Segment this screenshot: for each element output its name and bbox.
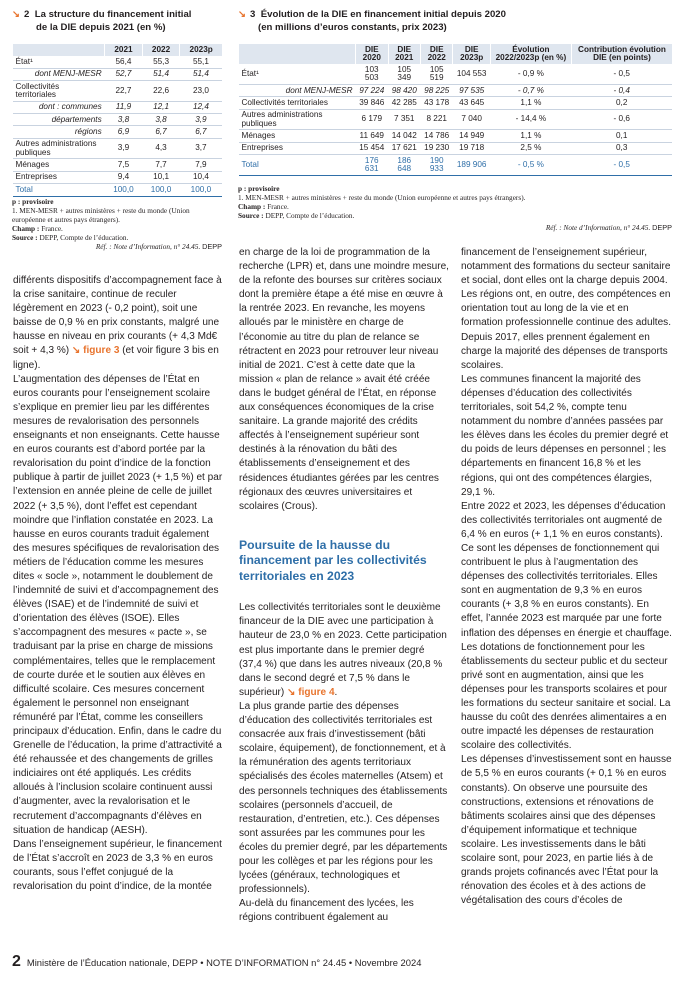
paragraph: financement de l’enseignement supérieur, notamment des formations du secteur sanitaire et social, dont elles ont la charge depuis 2004. Les régions ont, en outre, des compétences en orientation tout au long de la vie et en formation professionnelle continue des adultes. Depuis 2017, elles prennent également en charge la majorité des dépenses de transports scolaires. bbox=[461, 247, 671, 371]
row-label: régions bbox=[13, 126, 105, 138]
figure-2-table-wrap bbox=[12, 44, 222, 197]
column-header: DIE 2020 bbox=[356, 44, 388, 64]
figure-2-title-line2: de la DIE depuis 2021 (en %) bbox=[36, 21, 166, 33]
table-cell: 9,4 bbox=[105, 171, 143, 183]
figure-3-title-line1: Évolution de la DIE en financement initial depuis 2020 bbox=[260, 9, 506, 20]
table-cell: 55,3 bbox=[142, 56, 180, 68]
table-row bbox=[13, 56, 223, 68]
column-header: Contribution évolution DIE (en points) bbox=[571, 44, 672, 64]
figure-3-champ: Champ : France. bbox=[238, 202, 289, 211]
paragraph: en charge de la loi de programmation de la recherche (LPR) et, dans une moindre mesure, de la refonte des bourses sur critères sociaux dont la première étape a été mise en œuvre à la rentrée 2023. En revanche, les moyens alloués par le ministère en charge de l’économie au titre du plan de relance se rétractent en 2023 pour retrouver leur niveau initial de 2021. C’est à cette date que la mission « plan de relance » avait été créée dans le budget général de l’État, en réponse aux conséquences économiques de la crise sanitaire. La grande majorité des crédits affectés à l’enseignement supérieur sont destinés à la rénovation du bâti des établissements d’enseignement et des résidences étudiantes gérées par les centres régionaux des œuvres universitaires et scolaires (Crous). bbox=[239, 247, 449, 512]
figure-3-title-line2: (en millions d’euros constants, prix 2023) bbox=[258, 21, 447, 33]
table-cell: 100,0 bbox=[180, 184, 222, 196]
table-cell: 98 225 bbox=[420, 85, 452, 97]
table-cell: 186 648 bbox=[388, 155, 420, 176]
figure-2-title bbox=[12, 9, 222, 34]
row-label: Entreprises bbox=[13, 171, 105, 183]
table-cell: 97 535 bbox=[453, 85, 490, 97]
page-footer bbox=[12, 953, 672, 971]
figure-2-title-line1: La structure du financement initial bbox=[34, 9, 192, 20]
column-header bbox=[239, 44, 356, 64]
row-label: Autres administrations publiques bbox=[239, 109, 356, 130]
table-cell: 43 178 bbox=[420, 97, 452, 109]
table-cell: 7 351 bbox=[388, 109, 420, 130]
table-cell: 3,8 bbox=[142, 113, 180, 125]
figure-arrow-icon: ↘ bbox=[12, 9, 21, 20]
table-cell: 189 906 bbox=[453, 155, 490, 176]
table-row bbox=[13, 126, 223, 138]
text-column-1 bbox=[13, 274, 223, 894]
table-cell: 51,4 bbox=[180, 68, 222, 80]
row-label: Entreprises bbox=[239, 142, 356, 154]
figure-3-table bbox=[238, 44, 672, 176]
table-cell: 52,7 bbox=[105, 68, 143, 80]
table-cell: 12,1 bbox=[142, 101, 180, 113]
paragraph: Les collectivités territoriales sont le deuxième financeur de la DIE avec une participation à hauteur de 23,0 % en 2023. Cette participation est plus importante dans le premier degré (37,4 %) que dans les autres niveaux (20,8 % dans le second degré et 7,5 % dans le supérieur) ↘ figure 4. bbox=[239, 602, 447, 698]
table-cell: 7,5 bbox=[105, 159, 143, 171]
table-cell: 14 786 bbox=[420, 130, 452, 142]
table-cell: 6,7 bbox=[180, 126, 222, 138]
figure-3-title bbox=[238, 9, 672, 34]
table-row bbox=[13, 138, 223, 159]
figure-3-link[interactable]: ↘ figure 3 bbox=[71, 345, 120, 357]
row-label: dont MENJ-MESR bbox=[239, 85, 356, 97]
table-cell: 103 503 bbox=[356, 64, 388, 84]
row-label: Ménages bbox=[13, 159, 105, 171]
table-cell: 12,4 bbox=[180, 101, 222, 113]
table-cell: 19 230 bbox=[420, 142, 452, 154]
table-cell: 6,9 bbox=[105, 126, 143, 138]
row-label: Collectivités territoriales bbox=[13, 80, 105, 101]
figure-3-ref: Réf. : Note d’Information, n° 24.45. DEPP bbox=[545, 223, 672, 232]
table-row bbox=[13, 159, 223, 171]
paragraph: L’augmentation des dépenses de l’État en euros courants pour l’enseignement scolaire s’explique en premier lieu par les différentes mesures de revalorisation des personnels enseignants et non enseignants. Cette hausse en euros courants est d’abord portée par la revalorisation du point d’indice de la fonction publique à partir de juillet 2023 (+ 1,5 %) et par l’extension en année pleine de celle de juillet 2022 (+ 3,5 %), dont l’effet est cependant moindre que l’inflation constatée en 2023. La hausse en euros courants traduit également des mesures spécifiques de revalorisation des métiers de l’éducation comme les mesures dites « socle », notamment le doublement de l’indemnité de suivi et d’accompagnement des élèves (ISAE) et de l’indemnité de suivi et d’orientation des élèves (ISOE). Elles s’accompagnent des mesures « pacte », se traduisant par la prise en charge de missions complémentaires, telles que le remplacement de courte durée et le soutien aux élèves en difficulté scolaire. Ces mesures concernent également le personnel non enseignant rémunéré par l’État, comme les conseillers principaux d’éducation. Enfin, dans le cadre du Grenelle de l’éducation, la prime d’attractivité a été rehaussée et des changements de grilles indiciaires ont été appliqués. Les crédits alloués à l’inclusion scolaire continuent aussi d’augmenter, avec la revalorisation et le recrutement d’accompagnants d’élèves en situation de handicap (AESH). bbox=[13, 373, 223, 836]
table-cell: - 0,6 bbox=[571, 109, 672, 130]
text-column-3 bbox=[461, 246, 672, 908]
table-cell: 0,1 bbox=[571, 130, 672, 142]
table-cell: - 0,9 % bbox=[490, 64, 571, 84]
table-row bbox=[239, 109, 673, 130]
figure-3-source: Source : DEPP, Compte de l’éducation. bbox=[238, 211, 355, 220]
table-cell: 19 718 bbox=[453, 142, 490, 154]
table-cell: - 0,5 bbox=[571, 64, 672, 84]
table-cell: 2,5 % bbox=[490, 142, 571, 154]
table-cell: 4,3 bbox=[142, 138, 180, 159]
table-cell: 11 649 bbox=[356, 130, 388, 142]
figure-2-source: Source : DEPP, Compte de l’éducation. bbox=[12, 233, 129, 242]
table-cell: 11,9 bbox=[105, 101, 143, 113]
table-cell: - 0,7 % bbox=[490, 85, 571, 97]
table-row bbox=[13, 80, 223, 101]
table-cell: 15 454 bbox=[356, 142, 388, 154]
paragraph: La plus grande partie des dépenses d’éducation des collectivités territoriales est consacrée aux frais d’investissement (bâti scolaire, équipement), de fonctionnement, et à la rémunération des agents territoriaux spécialisés des écoles maternelles (Atsem) et des personnels techniques des établissements scolaires (personnels d’accueil, de restauration, d’entretien, etc.). Ces dépenses sont assurées par les communes pour les écoles du premier degré, par les départements pour les collèges et par les régions pour les lycées (généraux, technologiques et professionnels). bbox=[239, 700, 448, 896]
table-cell: 0,2 bbox=[571, 97, 672, 109]
paragraph: différents dispositifs d’accompagnement face à la crise sanitaire, continue de reculer légèrement en 2023 (- 0,2 point), soit une baisse de 0,9 % en prix constants, malgré une hausse en niveau en prix courants (+ 4,3 Md€ soit + 4,3 %) ↘ figure 3 (et voir figure 3 bis en ligne). bbox=[13, 275, 222, 371]
paragraph: Les dépenses d’investissement sont en hausse de 5,5 % en euros courants (+ 0,1 % en euros constants). On observe une poursuite des constructions, extensions et rénovations de bâtiments scolaires ainsi que des dépenses d’équipement informatique et technique scolaire. Les investissements dans le bâti scolaire sont, pour 2023, en partie liés à de grands projets cofinancés avec l’État pour la rénovation des écoles et à des actions de végétalisation des cours d’écoles de bbox=[461, 754, 672, 907]
figure-2-number: 2 bbox=[24, 9, 30, 20]
row-label: Total bbox=[13, 184, 105, 196]
paragraph: Dans l’enseignement supérieur, le financement de l’État s’accroît en 2023 de 3,3 % en euros courants, sous l’effet conjugué de la revalorisation du point d’indice, de la montée bbox=[13, 838, 222, 893]
table-row bbox=[13, 171, 223, 183]
row-label: Ménages bbox=[239, 130, 356, 142]
paragraph: Les communes financent la majorité des dépenses d’éducation des collectivités territoriales, soit 54,2 %, compte tenu notamment du nombre d’années passées par les élèves dans les écoles du premier degré et du poids de leurs dépenses en personnel ; les départements en financent 16,8 % et les régions, qui ont des compétences élargies, 29,1 %. bbox=[461, 373, 669, 498]
table-cell: 17 621 bbox=[388, 142, 420, 154]
table-cell: 14 042 bbox=[388, 130, 420, 142]
column-header: DIE 2021 bbox=[388, 44, 420, 64]
table-cell: 190 933 bbox=[420, 155, 452, 176]
table-cell: 176 631 bbox=[356, 155, 388, 176]
row-label: État¹ bbox=[13, 56, 105, 68]
table-cell: 6 179 bbox=[356, 109, 388, 130]
paragraph: Entre 2022 et 2023, les dépenses d’éducation des collectivités territoriales ont augmenté de 6,4 % en euros (+ 1,1 % en euros constants). Ce sont les dépenses de fonctionnement qui contribuent le plus à l’augmentation des dépenses des collectivités territoriales. Elles sont en augmentation de 9,3 % en euros courants (+ 3,8 % en euros constants). En effet, l’année 2023 est marquée par une forte inflation des dépenses en énergie et chauffage. Les dotations de fonctionnement pour les établissements du secteur public et du secteur privé sont en augmentation, ainsi que les dépenses pour les transports scolaires et pour les formations du secteur sanitaire et social. La hausse du coût des denrées alimentaires a en outre impacté les dépenses de restauration scolaire des collectivités. bbox=[461, 500, 672, 752]
figure-2-table bbox=[12, 44, 222, 197]
table-cell: 3,7 bbox=[180, 138, 222, 159]
table-cell: 105 349 bbox=[388, 64, 420, 84]
row-label: Autres administrations publiques bbox=[13, 138, 105, 159]
table-cell: 3,9 bbox=[105, 138, 143, 159]
table-cell: 1,1 % bbox=[490, 97, 571, 109]
row-label: État¹ bbox=[239, 64, 356, 84]
table-cell: 6,7 bbox=[142, 126, 180, 138]
table-cell: 100,0 bbox=[105, 184, 143, 196]
table-cell: 39 846 bbox=[356, 97, 388, 109]
row-label: Total bbox=[239, 155, 356, 176]
section-heading: Poursuite de la hausse du financement par les collectivités territoriales en 2023 bbox=[239, 537, 427, 583]
figure-3-number: 3 bbox=[250, 9, 256, 20]
table-cell: 0,3 bbox=[571, 142, 672, 154]
table-cell: 104 553 bbox=[453, 64, 490, 84]
column-header: 2022 bbox=[142, 44, 180, 56]
row-label: dont : communes bbox=[13, 101, 105, 113]
table-row bbox=[239, 142, 673, 154]
table-cell: - 0,5 bbox=[571, 155, 672, 176]
column-header: DIE 2022 bbox=[420, 44, 452, 64]
figure-3-note-1: 1. MEN-MESR + autres ministères + reste du monde (Union européenne et autres pays étrangers). bbox=[238, 193, 526, 202]
table-cell: 3,8 bbox=[105, 113, 143, 125]
table-cell: 7 040 bbox=[453, 109, 490, 130]
table-cell: 42 285 bbox=[388, 97, 420, 109]
table-row bbox=[239, 64, 673, 84]
figure-4-link[interactable]: ↘ figure 4 bbox=[287, 686, 335, 698]
table-cell: 14 949 bbox=[453, 130, 490, 142]
figure-2-note-p: p : provisoire bbox=[12, 197, 54, 206]
table-cell: - 0,4 bbox=[571, 85, 672, 97]
table-row bbox=[13, 68, 223, 80]
table-row bbox=[239, 155, 673, 176]
table-cell: 51,4 bbox=[142, 68, 180, 80]
table-cell: 56,4 bbox=[105, 56, 143, 68]
table-cell: 10,4 bbox=[180, 171, 222, 183]
paragraph: Au-delà du financement des lycées, les régions contribuent également au bbox=[239, 898, 414, 924]
figure-3-notes bbox=[238, 184, 672, 232]
table-row bbox=[239, 97, 673, 109]
row-label: Collectivités territoriales bbox=[239, 97, 356, 109]
column-header: 2023p bbox=[180, 44, 222, 56]
column-header: 2021 bbox=[105, 44, 143, 56]
table-row bbox=[239, 85, 673, 97]
figure-2-ref: Réf. : Note d’Information, n° 24.45. DEPP bbox=[95, 242, 222, 251]
table-cell: 98 420 bbox=[388, 85, 420, 97]
table-cell: - 0,5 % bbox=[490, 155, 571, 176]
table-row bbox=[13, 184, 223, 196]
table-cell: 7,7 bbox=[142, 159, 180, 171]
text-column-2 bbox=[239, 246, 449, 925]
table-cell: 105 519 bbox=[420, 64, 452, 84]
table-cell: 55,1 bbox=[180, 56, 222, 68]
column-header: DIE 2023p bbox=[453, 44, 490, 64]
figure-arrow-icon: ↘ bbox=[238, 9, 247, 20]
table-row bbox=[239, 130, 673, 142]
table-cell: 10,1 bbox=[142, 171, 180, 183]
table-cell: 8 221 bbox=[420, 109, 452, 130]
column-header: Évolution 2022/2023p (en %) bbox=[490, 44, 571, 64]
table-cell: 1,1 % bbox=[490, 130, 571, 142]
table-cell: 23,0 bbox=[180, 80, 222, 101]
footer-text: Ministère de l’Éducation nationale, DEPP • NOTE D’INFORMATION n° 24.45 • Novembre 2024 bbox=[26, 957, 422, 968]
table-cell: 100,0 bbox=[142, 184, 180, 196]
column-header bbox=[13, 44, 105, 56]
table-row bbox=[13, 101, 223, 113]
page-number: 2 bbox=[12, 953, 21, 970]
figure-2-notes bbox=[12, 197, 222, 251]
table-cell: 7,9 bbox=[180, 159, 222, 171]
table-cell: 97 224 bbox=[356, 85, 388, 97]
table-cell: 22,6 bbox=[142, 80, 180, 101]
row-label: dont MENJ-MESR bbox=[13, 68, 105, 80]
row-label: départements bbox=[13, 113, 105, 125]
figure-2-note-1: 1. MEN-MESR + autres ministères + reste du monde (Union européenne et autres pays étrangers). bbox=[12, 206, 190, 224]
figure-3-note-p: p : provisoire bbox=[238, 184, 280, 193]
table-cell: 22,7 bbox=[105, 80, 143, 101]
table-cell: 3,9 bbox=[180, 113, 222, 125]
table-row bbox=[13, 113, 223, 125]
table-cell: 43 645 bbox=[453, 97, 490, 109]
table-cell: - 14,4 % bbox=[490, 109, 571, 130]
figure-2-champ: Champ : France. bbox=[12, 224, 63, 233]
figure-3-table-wrap bbox=[238, 44, 672, 176]
